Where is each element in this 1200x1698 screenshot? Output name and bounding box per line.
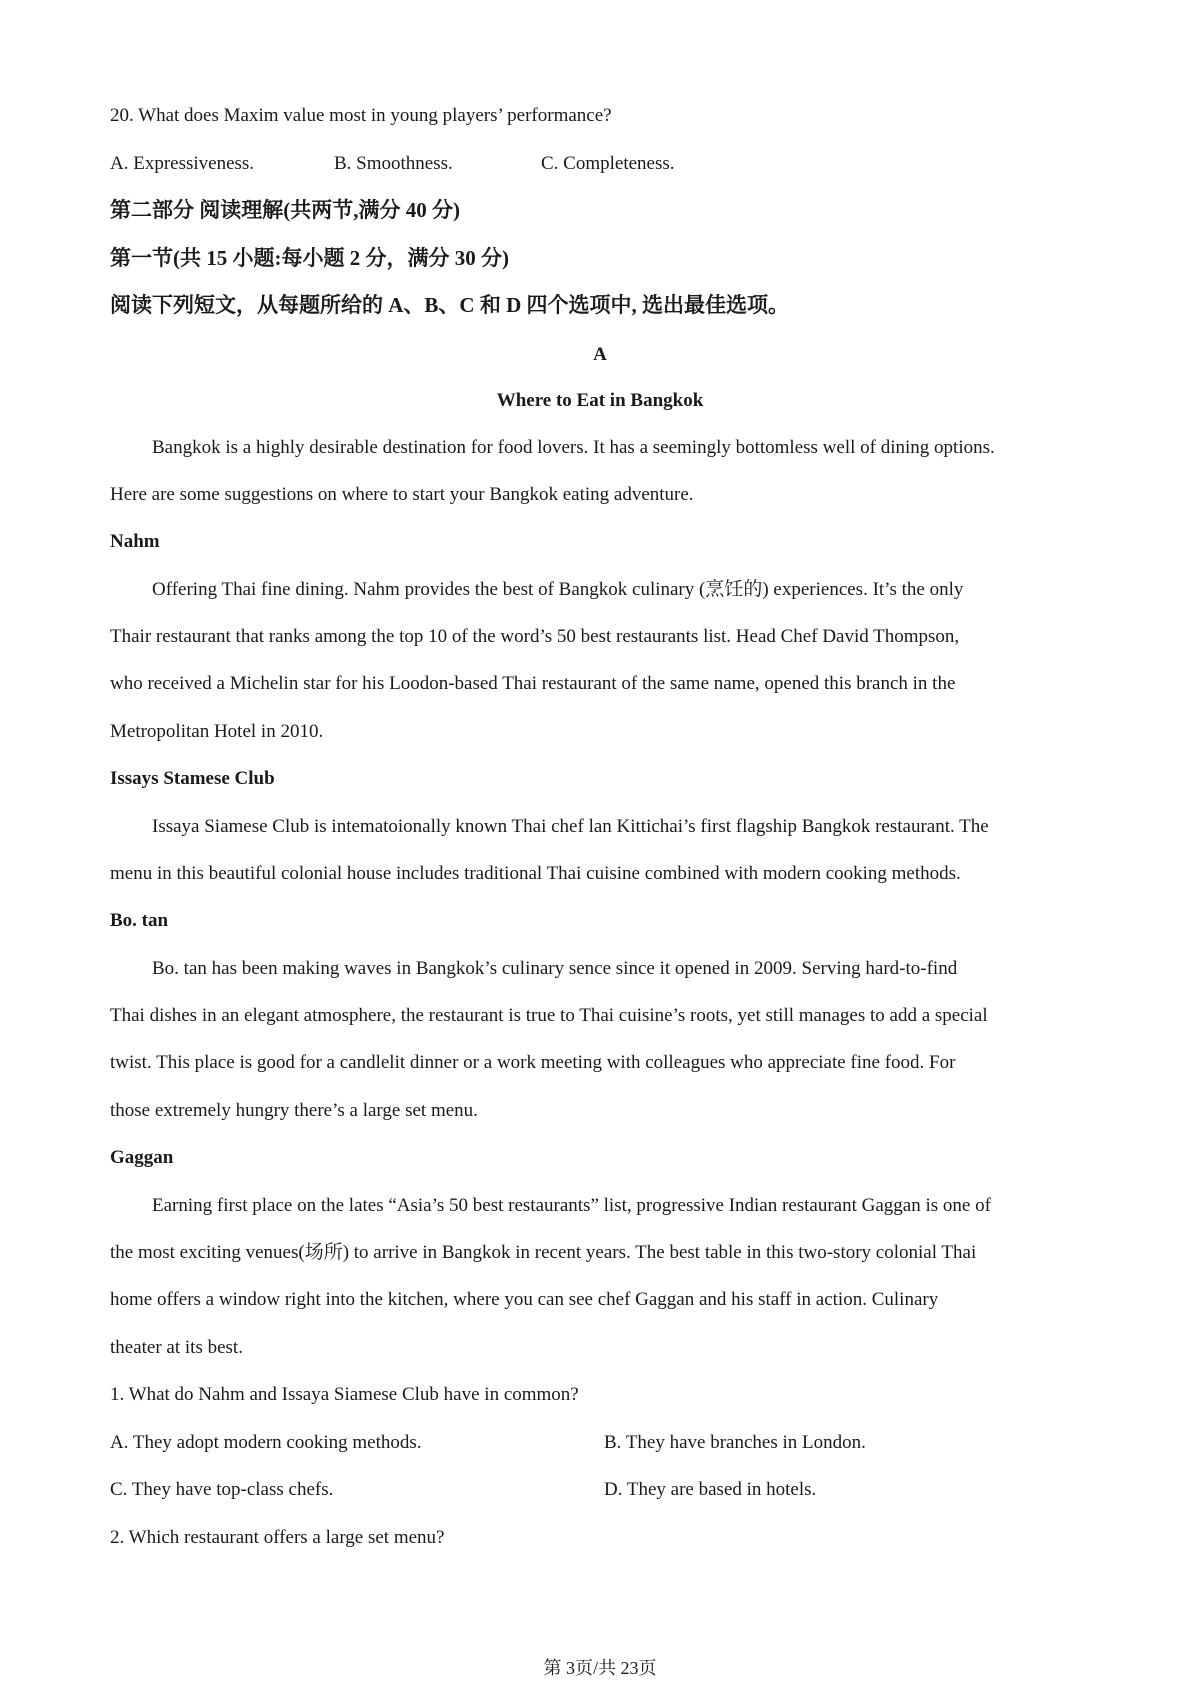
q1-option-d: D. They are based in hotels. [604,1479,817,1500]
restaurant-heading-gaggan: Gaggan [110,1147,174,1168]
botan-line-4: those extremely hungry there’s a large set menu. [110,1100,478,1121]
botan-line-1: Bo. tan has been making waves in Bangkok’s culinary sence since it opened in 2009. Serving hard-to-find [152,958,958,979]
q1-option-a: A. They adopt modern cooking methods. [110,1432,422,1453]
section-header: 第一节(共 15 小题:每小题 2 分，满分 30 分) [110,246,509,270]
q20-option-b: B. Smoothness. [334,153,453,174]
q1-option-c: C. They have top-class chefs. [110,1479,334,1500]
intro-line-1: Bangkok is a highly desirable destination for food lovers. It has a seemingly bottomless well of dining options. [152,437,995,458]
gaggan-line-2: the most exciting venues(场所) to arrive in Bangkok in recent years. The best table in this two-story colonial Thai [110,1242,977,1263]
q1-option-b: B. They have branches in London. [604,1432,866,1453]
issaya-line-1: Issaya Siamese Club is intematoionally known Thai chef lan Kittichai’s first flagship Bangkok restaurant. The [152,816,989,837]
nahm-line-2: Thair restaurant that ranks among the top 10 of the word’s 50 best restaurants list. Head Chef David Thompson, [110,626,960,647]
gaggan-line-4: theater at its best. [110,1337,243,1358]
passage-letter: A [593,344,607,365]
restaurant-heading-botan: Bo. tan [110,910,169,931]
question-2: 2. Which restaurant offers a large set menu? [110,1527,445,1548]
passage-title: Where to Eat in Bangkok [496,390,704,411]
nahm-line-3: who received a Michelin star for his Loodon-based Thai restaurant of the same name, opened this branch in the [110,673,956,694]
question-1: 1. What do Nahm and Issaya Siamese Club have in common? [110,1384,579,1405]
part-header: 第二部分 阅读理解(共两节,满分 40 分) [110,198,460,222]
q20-option-c: C. Completeness. [541,153,675,174]
botan-line-3: twist. This place is good for a candlelit dinner or a work meeting with colleagues who appreciate fine food. For [110,1052,956,1073]
intro-line-2: Here are some suggestions on where to start your Bangkok eating adventure. [110,484,694,505]
question-20: 20. What does Maxim value most in young players’ performance? [110,105,612,126]
instruction: 阅读下列短文，从每题所给的 A、B、C 和 D 四个选项中, 选出最佳选项。 [110,293,790,317]
issaya-line-2: menu in this beautiful colonial house includes traditional Thai cuisine combined with modern cooking methods. [110,863,961,884]
nahm-line-4: Metropolitan Hotel in 2010. [110,721,324,742]
gaggan-line-3: home offers a window right into the kitchen, where you can see chef Gaggan and his staff in action. Culinary [110,1289,939,1310]
nahm-line-1: Offering Thai fine dining. Nahm provides the best of Bangkok culinary (烹饪的) experiences. It’s the only [152,579,964,600]
q20-option-a: A. Expressiveness. [110,153,255,174]
restaurant-heading-issaya: Issays Stamese Club [110,768,275,789]
botan-line-2: Thai dishes in an elegant atmosphere, the restaurant is true to Thai cuisine’s roots, yet still manages to add a special [110,1005,988,1026]
restaurant-heading-nahm: Nahm [110,531,160,552]
page-number: 第 3页/共 23页 [543,1658,657,1678]
gaggan-line-1: Earning first place on the lates “Asia’s 50 best restaurants” list, progressive Indian restaurant Gaggan is one of [152,1195,991,1216]
